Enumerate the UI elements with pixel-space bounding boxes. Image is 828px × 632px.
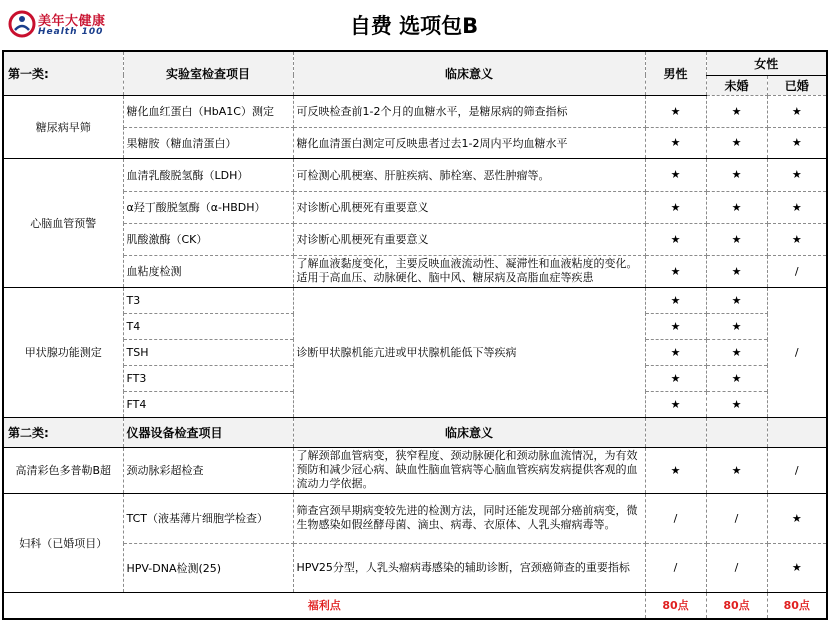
male-mark: ★ bbox=[645, 223, 706, 255]
welfare-points-label: 福利点 bbox=[3, 592, 645, 619]
header bbox=[0, 0, 828, 50]
male-mark: ★ bbox=[645, 365, 706, 391]
female-header: 女性 bbox=[706, 51, 827, 75]
item-meaning: 可反映检查前1-2个月的血糖水平，是糖尿病的筛查指标 bbox=[293, 95, 645, 127]
group-gyn: 妇科（已婚项目） bbox=[3, 493, 123, 592]
unmarried-mark: ★ bbox=[706, 158, 767, 191]
male-mark: ★ bbox=[645, 127, 706, 158]
married-mark: ★ bbox=[767, 95, 827, 127]
item-name: 颈动脉彩超检查 bbox=[123, 447, 293, 493]
clinical2-header: 临床意义 bbox=[293, 417, 645, 447]
unmarried-mark: ★ bbox=[706, 255, 767, 287]
unmarried-mark: ★ bbox=[706, 191, 767, 223]
item-name: FT4 bbox=[123, 391, 293, 417]
table-row bbox=[3, 447, 827, 493]
item-name: T3 bbox=[123, 287, 293, 313]
item-name: T4 bbox=[123, 313, 293, 339]
item-name: α羟丁酸脱氢酶（α-HBDH） bbox=[123, 191, 293, 223]
footer-row bbox=[3, 592, 827, 619]
male-mark: ★ bbox=[645, 391, 706, 417]
item-name: 血清乳酸脱氢酶（LDH） bbox=[123, 158, 293, 191]
thyroid-married-mark: / bbox=[767, 287, 827, 417]
male-mark: ★ bbox=[645, 158, 706, 191]
blank-cell bbox=[767, 417, 827, 447]
table-row bbox=[3, 127, 827, 158]
unmarried-mark: ★ bbox=[706, 365, 767, 391]
table-row bbox=[3, 255, 827, 287]
cat2-header-row bbox=[3, 417, 827, 447]
item-name: FT3 bbox=[123, 365, 293, 391]
table-row bbox=[3, 543, 827, 592]
unmarried-header: 未婚 bbox=[706, 75, 767, 95]
married-mark: ★ bbox=[767, 127, 827, 158]
item-name: TCT（液基薄片细胞学检查） bbox=[123, 493, 293, 543]
blank-cell bbox=[645, 417, 706, 447]
cat1-label: 第一类: bbox=[3, 51, 123, 95]
thyroid-meaning: 诊断甲状腺机能亢进或甲状腺机能低下等疾病 bbox=[293, 287, 645, 417]
group-thyroid: 甲状腺功能测定 bbox=[3, 287, 123, 417]
male-mark: ★ bbox=[645, 191, 706, 223]
married-mark: ★ bbox=[767, 493, 827, 543]
item-name: TSH bbox=[123, 339, 293, 365]
male-mark: ★ bbox=[645, 287, 706, 313]
logo-cn: 美年大健康 bbox=[38, 14, 106, 29]
device-items-header: 仪器设备检查项目 bbox=[123, 417, 293, 447]
table-row bbox=[3, 158, 827, 191]
item-meaning: 对诊断心肌梗死有重要意义 bbox=[293, 223, 645, 255]
married-mark: / bbox=[767, 255, 827, 287]
item-meaning: 糖化血清蛋白测定可反映患者过去1-2周内平均血糖水平 bbox=[293, 127, 645, 158]
male-mark: ★ bbox=[645, 339, 706, 365]
male-mark: ★ bbox=[645, 447, 706, 493]
clinical-header: 临床意义 bbox=[293, 51, 645, 95]
male-mark: ★ bbox=[645, 95, 706, 127]
male-points: 80点 bbox=[645, 592, 706, 619]
group-diabetes: 糖尿病早筛 bbox=[3, 95, 123, 158]
package-table bbox=[2, 50, 828, 620]
table-row bbox=[3, 95, 827, 127]
male-mark: ★ bbox=[645, 255, 706, 287]
table-row bbox=[3, 223, 827, 255]
item-meaning: 对诊断心肌梗死有重要意义 bbox=[293, 191, 645, 223]
header-row-1 bbox=[3, 51, 827, 75]
item-name: 糖化血红蛋白（HbA1C）测定 bbox=[123, 95, 293, 127]
male-header: 男性 bbox=[645, 51, 706, 95]
male-mark: ★ bbox=[645, 313, 706, 339]
unmarried-mark: / bbox=[706, 493, 767, 543]
unmarried-mark: / bbox=[706, 543, 767, 592]
married-mark: ★ bbox=[767, 191, 827, 223]
table-row bbox=[3, 493, 827, 543]
unmarried-points: 80点 bbox=[706, 592, 767, 619]
unmarried-mark: ★ bbox=[706, 223, 767, 255]
unmarried-mark: ★ bbox=[706, 287, 767, 313]
item-name: 肌酸激酶（CK） bbox=[123, 223, 293, 255]
married-mark: ★ bbox=[767, 158, 827, 191]
married-points: 80点 bbox=[767, 592, 827, 619]
married-mark: ★ bbox=[767, 223, 827, 255]
group-cardio: 心脑血管预警 bbox=[3, 158, 123, 287]
item-name: 果糖胺（糖血清蛋白） bbox=[123, 127, 293, 158]
item-meaning: 筛查宫颈早期病变较先进的检测方法，同时还能发现部分癌前病变，微生物感染如假丝酵母菌、滴虫、病毒、衣原体、人乳头瘤病毒等。 bbox=[293, 493, 645, 543]
blank-cell bbox=[706, 417, 767, 447]
unmarried-mark: ★ bbox=[706, 95, 767, 127]
lab-items-header: 实验室检查项目 bbox=[123, 51, 293, 95]
item-meaning: 了解颈部血管病变，狭窄程度、颈动脉硬化和颈动脉血流情况，为有效预防和减少冠心病、缺血性脑血管病等心脑血管疾病发病提供客观的血流动力学依据。 bbox=[293, 447, 645, 493]
item-name: HPV-DNA检测(25) bbox=[123, 543, 293, 592]
item-meaning: HPV25分型，人乳头瘤病毒感染的辅助诊断，宫颈癌筛查的重要指标 bbox=[293, 543, 645, 592]
unmarried-mark: ★ bbox=[706, 447, 767, 493]
male-mark: / bbox=[645, 493, 706, 543]
group-ultrasound: 高清彩色多普勒B超 bbox=[3, 447, 123, 493]
male-mark: / bbox=[645, 543, 706, 592]
married-mark: / bbox=[767, 447, 827, 493]
unmarried-mark: ★ bbox=[706, 339, 767, 365]
logo-en: Health 100 bbox=[38, 27, 104, 37]
married-mark: ★ bbox=[767, 543, 827, 592]
table-row bbox=[3, 287, 827, 313]
unmarried-mark: ★ bbox=[706, 127, 767, 158]
item-meaning: 可检测心肌梗塞、肝脏疾病、肺栓塞、恶性肿瘤等。 bbox=[293, 158, 645, 191]
item-meaning: 了解血液黏度变化，主要反映血液流动性、凝滞性和血液粘度的变化。适用于高血压、动脉硬化、脑中风、糖尿病及高脂血症等疾患 bbox=[293, 255, 645, 287]
cat2-label: 第二类: bbox=[3, 417, 123, 447]
unmarried-mark: ★ bbox=[706, 313, 767, 339]
married-header: 已婚 bbox=[767, 75, 827, 95]
unmarried-mark: ★ bbox=[706, 391, 767, 417]
table-row bbox=[3, 191, 827, 223]
item-name: 血粘度检测 bbox=[123, 255, 293, 287]
page-title: 自费 选项包B bbox=[349, 14, 479, 38]
